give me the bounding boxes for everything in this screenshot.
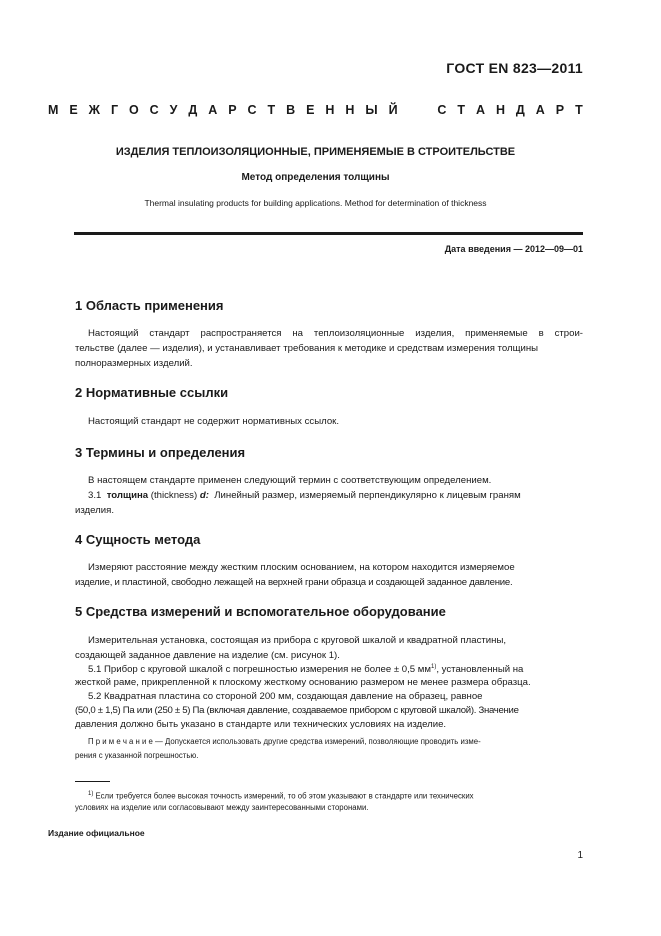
section-5-line-1: Измерительная установка, состоящая из прибора с круговой шкалой и квадратной пластины, xyxy=(88,635,507,646)
section-1-line-3: полноразмерных изделий. xyxy=(75,358,193,369)
term-symbol: d: xyxy=(199,490,209,501)
interstate-letter: Й xyxy=(388,103,398,117)
term-definition-text: Линейный размер, измеряемый перпендикулярно к лицевым граням xyxy=(214,490,521,501)
interstate-letter: Т xyxy=(457,103,465,117)
section-5-heading: 5 Средства измерений и вспомогательное оборудование xyxy=(75,604,446,619)
standard-code: ГОСТ EN 823—2011 xyxy=(446,60,583,76)
section-1-line-1: Настоящий стандарт распространяется на теплоизоляционные изделия, применяемые в строи- xyxy=(88,328,583,339)
interstate-letter xyxy=(423,103,426,117)
section-3-heading: 3 Термины и определения xyxy=(75,445,246,460)
term-number: 3.1 xyxy=(88,490,102,501)
term-english: (thickness) xyxy=(150,490,198,501)
footnote-ref: 1) xyxy=(431,664,437,670)
interstate-letter: Д xyxy=(515,103,525,117)
section-1-line-2: тельстве (далее — изделия), и устанавливает требования к методике и средствам измерения толщины xyxy=(75,343,539,354)
footnote-line-1: $^{1)}$ Если требуется более высокая точность измерений, то об этом указывают в стандарте или технических xyxy=(88,791,474,801)
footnote-divider xyxy=(75,781,110,782)
interstate-letter: С xyxy=(247,103,257,117)
header-divider xyxy=(74,232,583,235)
interstate-letter: Е xyxy=(306,103,315,117)
clause-5-2-line-2: (50,0 ± 1,5) Па или (250 ± 5) Па (включая давление, создаваемое прибором с круговой шкалой). Значение xyxy=(75,705,519,716)
interstate-letter: С xyxy=(149,103,159,117)
interstate-letter: Ж xyxy=(88,103,100,117)
section-2-text: Настоящий стандарт не содержит нормативных ссылок. xyxy=(88,416,340,427)
interstate-letter: А xyxy=(535,103,545,117)
footnote-mark: 1) xyxy=(88,791,94,797)
interstate-letter: О xyxy=(128,103,139,117)
term-definition-line-2: изделия. xyxy=(75,505,114,516)
interstate-letter: Т xyxy=(267,103,276,117)
document-title: ИЗДЕЛИЯ ТЕПЛОИЗОЛЯЦИОННЫЕ, ПРИМЕНЯЕМЫЕ В СТРОИТЕЛЬСТВЕ xyxy=(115,146,516,158)
section-1-heading: 1 Область применения xyxy=(75,298,224,313)
section-3-intro: В настоящем стандарте применен следующий термин с соответствующим определением. xyxy=(88,475,492,486)
section-5-line-2: создающей заданное давление на изделие (см. рисунок 1). xyxy=(75,650,340,661)
interstate-letter: Е xyxy=(69,103,78,117)
interstate-letter: Р xyxy=(555,103,565,117)
interstate-letter: А xyxy=(475,103,485,117)
interstate-letter: Г xyxy=(110,103,119,117)
clause-5-2-line-3: давления должно быть указано в стандарте или технических условиях на изделие. xyxy=(75,719,447,730)
edition-label: Издание официальное xyxy=(48,828,145,838)
interstate-letter: У xyxy=(169,103,178,117)
interstate-letter: Н xyxy=(495,103,505,117)
english-title: Thermal insulating products for building applications. Method for determination of thickness xyxy=(144,198,487,208)
page-number: 1 xyxy=(577,850,583,861)
section-4-line-2: изделие, и пластиной, свободно лежащей на верхней грани образца и создающей заданное давление. xyxy=(75,577,513,588)
interstate-letter: Н xyxy=(325,103,335,117)
term-definition xyxy=(75,488,583,503)
interstate-letter: С xyxy=(437,103,447,117)
interstate-letter: А xyxy=(208,103,218,117)
effective-date: Дата введения — 2012—09—01 xyxy=(444,244,583,254)
note-line-1: П р и м е ч а н и е — Допускается использовать другие средства измерений, позволяющие проводить изме- xyxy=(88,737,481,746)
interstate-letter: Д xyxy=(188,103,198,117)
section-4-heading: 4 Сущность метода xyxy=(75,532,201,547)
clause-5-1-line-2: жесткой раме, прикрепленной к плоскому жесткому основанию размером не менее размера образца. xyxy=(75,677,531,688)
interstate-letter: Т xyxy=(575,103,583,117)
interstate-letter: В xyxy=(286,103,296,117)
interstate-letter: Р xyxy=(228,103,237,117)
clause-5-2: 5.2 Квадратная пластина со стороной 200 мм, создающая давление на образец, равное xyxy=(88,691,483,702)
footnote-line-2: условиях на изделие или согласовывают между заинтересованными сторонами. xyxy=(75,803,369,812)
note-line-2: рения с указанной погрешностью. xyxy=(75,751,199,760)
interstate-standard-label xyxy=(48,103,583,117)
clause-5-1: 5.1 Прибор с круговой шкалой с погрешностью измерения не более ± 0,5 $мм^{1)}$, установленный на xyxy=(88,664,524,676)
section-2-heading: 2 Нормативные ссылки xyxy=(75,385,229,400)
document-subtitle: Метод определения толщины xyxy=(241,172,390,183)
interstate-letter xyxy=(409,103,412,117)
interstate-letter: Н xyxy=(345,103,355,117)
term-word: толщина xyxy=(106,490,149,501)
interstate-letter: Ы xyxy=(365,103,378,117)
interstate-letter: М xyxy=(48,103,59,117)
section-4-line-1: Измеряют расстояние между жестким плоским основанием, на котором находится измеряемое xyxy=(88,562,515,573)
